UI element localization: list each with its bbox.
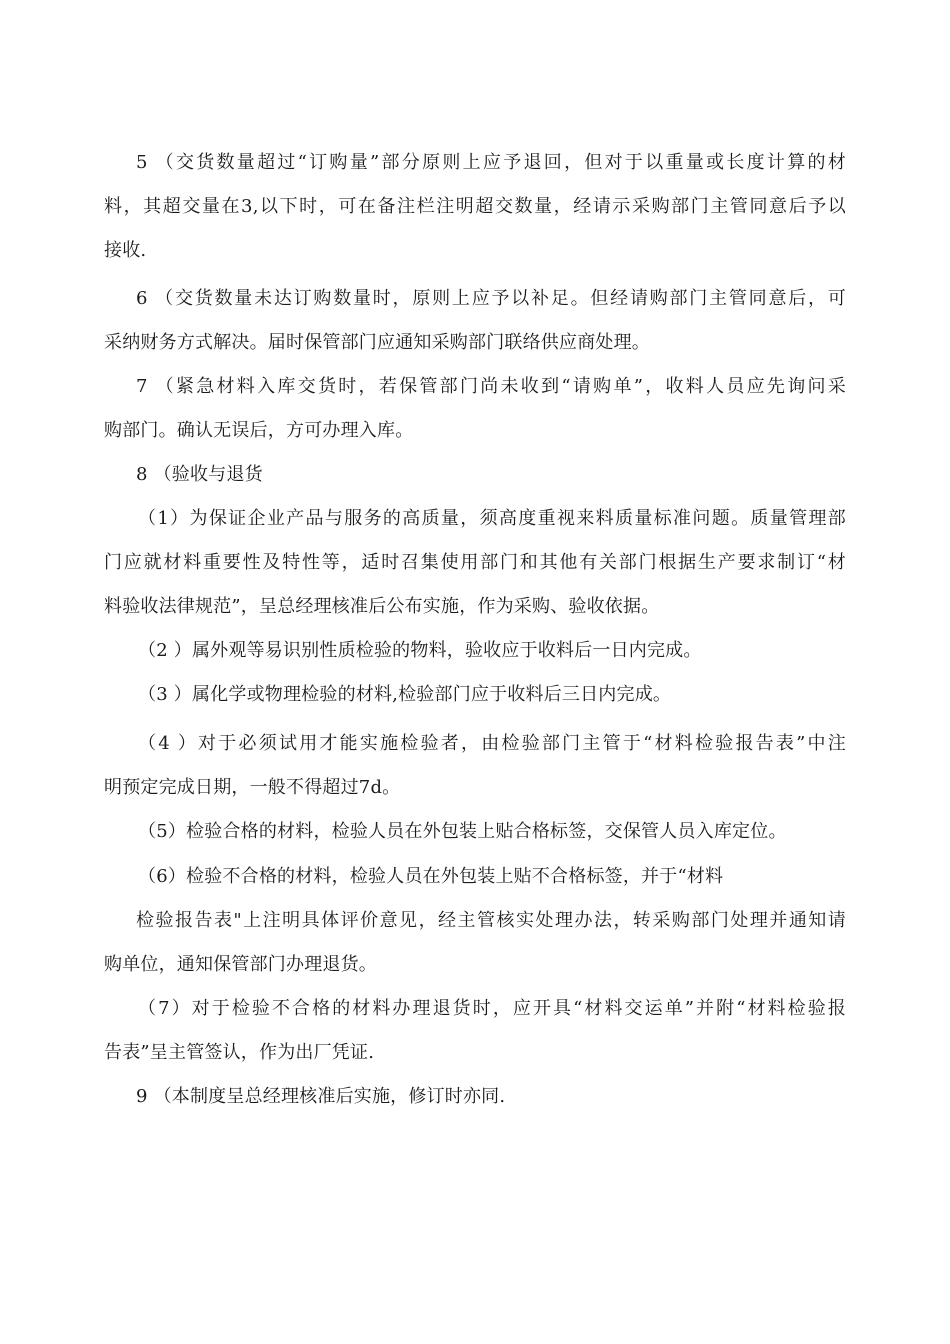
item-5: （5）检验合格的材料，检验人员在外包装上贴合格标签，交保管人员入库定位。	[138, 821, 787, 842]
item-6-line-2: 检验报告表"上注明具体评价意见，经主管核实处理办法，转采购部门处理并通知请	[136, 910, 846, 931]
item-6-line-1: （6）检验不合格的材料，检验人员在外包装上贴不合格标签，并于“材料	[138, 866, 724, 887]
item-3: （3 ）属化学或物理检验的材料,检验部门应于收料后三日内完成。	[138, 684, 672, 705]
paragraph-9: 9 （本制度呈总经理核准后实施，修订时亦同.	[136, 1086, 506, 1107]
item-1-line-1: （1）为保证企业产品与服务的高质量，须高度重视来料质量标准问题。质量管理部	[138, 508, 846, 529]
item-1-line-2: 门应就材料重要性及特性等，适时召集使用部门和其他有关部门根据生产要求制订“材	[104, 552, 846, 573]
paragraph-5-line-1: 5 （交货数量超过“订购量”部分原则上应予退回，但对于以重量或长度计算的材	[136, 152, 846, 173]
item-4-line-1: （4 ）对于必须试用才能实施检验者，由检验部门主管于“材料检验报告表”中注	[138, 733, 846, 754]
item-1-line-3: 料验收法律规范”，呈总经理核准后公布实施，作为采购、验收依据。	[104, 596, 660, 617]
item-7-line-1: （7）对于检验不合格的材料办理退货时，应开具“材料交运单”并附“材料检验报	[138, 998, 846, 1019]
paragraph-6-line-1: 6 （交货数量未达订购数量时，原则上应予以补足。但经请购部门主管同意后，可	[136, 288, 846, 309]
section-8-heading: 8 （验收与退货	[136, 464, 263, 485]
item-6-line-3: 购单位，通知保管部门办理退货。	[104, 954, 377, 975]
paragraph-6-line-2: 采纳财务方式解决。届时保管部门应通知采购部门联络供应商处理。	[104, 332, 650, 353]
paragraph-5-line-2: 料，其超交量在3,以下时，可在备注栏注明超交数量，经请示采购部门主管同意后予以	[104, 196, 846, 217]
item-2: （2 ）属外观等易识别性质检验的物料，验收应于收料后一日内完成。	[138, 640, 702, 661]
paragraph-7-line-1: 7 （紧急材料入库交货时，若保管部门尚未收到“请购单”，收料人员应先询问采	[136, 376, 846, 397]
item-7-line-2: 告表”呈主管签认，作为出厂凭证.	[104, 1042, 375, 1063]
paragraph-7-line-2: 购部门。确认无误后，方可办理入库。	[104, 420, 414, 441]
item-4-line-2: 明预定完成日期，一般不得超过7d。	[104, 777, 401, 798]
paragraph-5-line-3: 接收.	[104, 240, 147, 261]
